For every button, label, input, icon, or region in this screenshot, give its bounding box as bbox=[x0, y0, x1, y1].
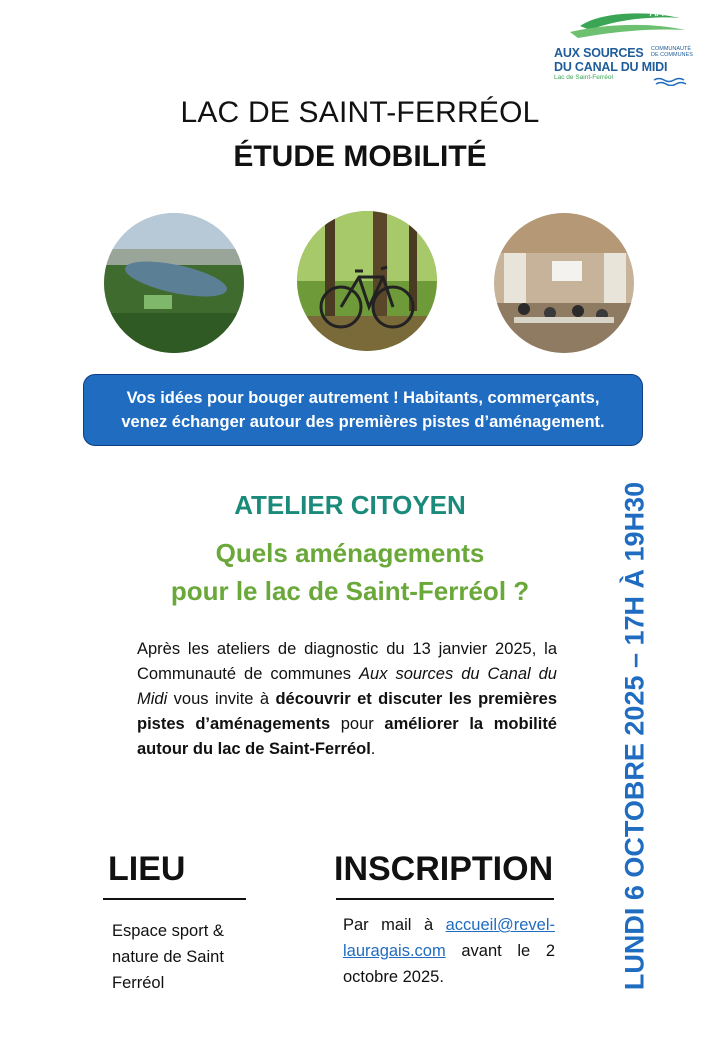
logo-tagline: COMMUNAUTÉ DE COMMUNES bbox=[651, 46, 693, 58]
lieu-address: Espace sport & nature de Saint Ferréol bbox=[112, 922, 224, 992]
banner-intro: Vos idées pour bouger autrement ! bbox=[126, 389, 404, 407]
para-org-name: Aux sources du Canal du Midi bbox=[137, 665, 557, 708]
date-column bbox=[600, 480, 670, 992]
event-date: LUNDI 6 OCTOBRE 2025 – 17H À 19H30 bbox=[619, 481, 650, 991]
para-text-3: vous invite à bbox=[167, 690, 276, 708]
para-text-7: . bbox=[370, 740, 376, 758]
invitation-paragraph bbox=[137, 637, 557, 762]
para-text-5: pour bbox=[330, 715, 385, 733]
logo-wave-icon bbox=[550, 8, 700, 48]
info-banner bbox=[83, 374, 643, 446]
logo-line1: AUX SOURCES bbox=[554, 46, 644, 60]
atelier-heading: ATELIER CITOYEN bbox=[234, 490, 466, 520]
logo-subtitle: Lac de Saint-Ferréol bbox=[554, 74, 613, 81]
inscription-divider bbox=[336, 898, 554, 900]
banner-line1 bbox=[84, 386, 642, 410]
para-text-1: Après les ateliers de diagnostic du 13 janvier 2025, la Communauté de communes bbox=[137, 640, 557, 683]
atelier-question-line2: pour le lac de Saint-Ferréol ? bbox=[170, 576, 530, 606]
para-emphasis-2: améliorer la mobilité autour du lac de Saint-Ferréol bbox=[137, 715, 557, 758]
inscription-details bbox=[343, 912, 555, 990]
atelier-question-line1: Quels aménagements bbox=[215, 538, 485, 568]
organization-logo bbox=[550, 8, 700, 90]
banner-audience: Habitants, commerçants, bbox=[403, 389, 600, 407]
inscription-suffix: avant le 2 octobre 2025. bbox=[343, 942, 555, 986]
inscription-prefix: Par mail à bbox=[343, 916, 446, 934]
para-emphasis-1: découvrir et discuter les premières pistes d’aménagements bbox=[137, 690, 557, 733]
page-title: LAC DE SAINT-FERRÉOL bbox=[180, 96, 540, 129]
banner-line2: venez échanger autour des premières pistes d’aménagement. bbox=[121, 413, 605, 431]
logo-water-icon bbox=[652, 76, 692, 86]
meeting-room-photo bbox=[494, 213, 634, 353]
lieu-heading: LIEU bbox=[108, 850, 186, 888]
logo-line2: DU CANAL DU MIDI bbox=[554, 60, 668, 74]
bike-forest-photo bbox=[297, 211, 437, 351]
email-link[interactable]: accueil@revel-lauragais.com bbox=[343, 916, 555, 960]
lake-photo bbox=[104, 213, 244, 353]
inscription-heading: INSCRIPTION bbox=[334, 850, 554, 888]
lieu-divider bbox=[103, 898, 246, 900]
page-subtitle: ÉTUDE MOBILITÉ bbox=[233, 140, 487, 173]
